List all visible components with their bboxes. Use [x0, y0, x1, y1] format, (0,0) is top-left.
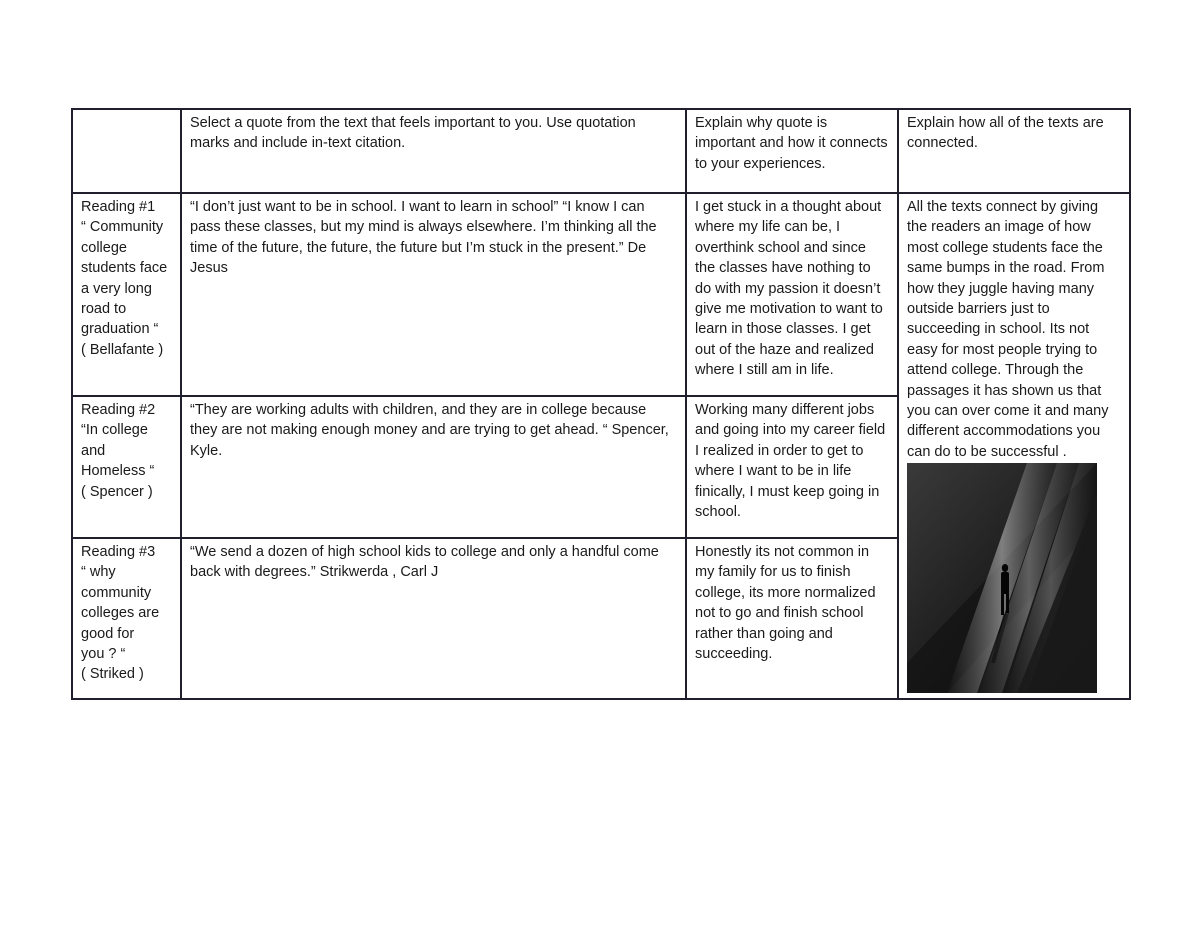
- reading-3-quote: “We send a dozen of high school kids to college and only a handful come back with degrees.” Strikwerda , Carl J: [181, 538, 686, 699]
- header-cell-quote: Select a quote from the text that feels important to you. Use quotation marks and include in-text citation.: [181, 109, 686, 193]
- reading-response-table: [71, 108, 1131, 700]
- reading-1-explanation: I get stuck in a thought about where my life can be, I overthink school and since the classes have nothing to do with my passion it doesn’t give me motivation to want to learn in those classes. I get out of the haze and realized where I still am in life.: [686, 193, 898, 396]
- reading-3-label: Reading #3 “ why community colleges are good for you ? “ ( Striked ): [72, 538, 181, 699]
- reading-1-quote: “I don’t just want to be in school. I want to learn in school” “I know I can pass these classes, but my mind is always elsewhere. I’m thinking all the time of the future, the future, the future but I’m stuck in the present.” De Jesus: [181, 193, 686, 396]
- connection-text: All the texts connect by giving the readers an image of how most college students face the same bumps in the road. From how they juggle having many outside barriers just to succeeding in school. Its not easy for most people trying to attend college. Through the passages it has shown us that you can over come it and many different accommodations you can do to be successful .: [907, 199, 1109, 460]
- reading-2-quote: “They are working adults with children, and they are in college because they are not making enough money and are trying to get ahead. “ Spencer, Kyle.: [181, 396, 686, 538]
- figure-in-light-photo: [907, 463, 1097, 693]
- reading-2-explanation: Working many different jobs and going into my career field I realized in order to get to where I want to be in life finically, I must keep going in school.: [686, 396, 898, 538]
- reading-1-label: Reading #1 “ Community college students face a very long road to graduation “ ( Bellafante ): [72, 193, 181, 396]
- reading-3-explanation: Honestly its not common in my family for us to finish college, its more normalized not to go and finish school rather than going and succeeding.: [686, 538, 898, 699]
- header-row: [72, 109, 1130, 193]
- table-row: [72, 193, 1130, 396]
- header-cell-connection: Explain how all of the texts are connected.: [898, 109, 1130, 193]
- header-cell-empty: [72, 109, 181, 193]
- header-cell-explain: Explain why quote is important and how it connects to your experiences.: [686, 109, 898, 193]
- connection-cell: [898, 193, 1130, 699]
- reading-2-label: Reading #2 “In college and Homeless “ ( Spencer ): [72, 396, 181, 538]
